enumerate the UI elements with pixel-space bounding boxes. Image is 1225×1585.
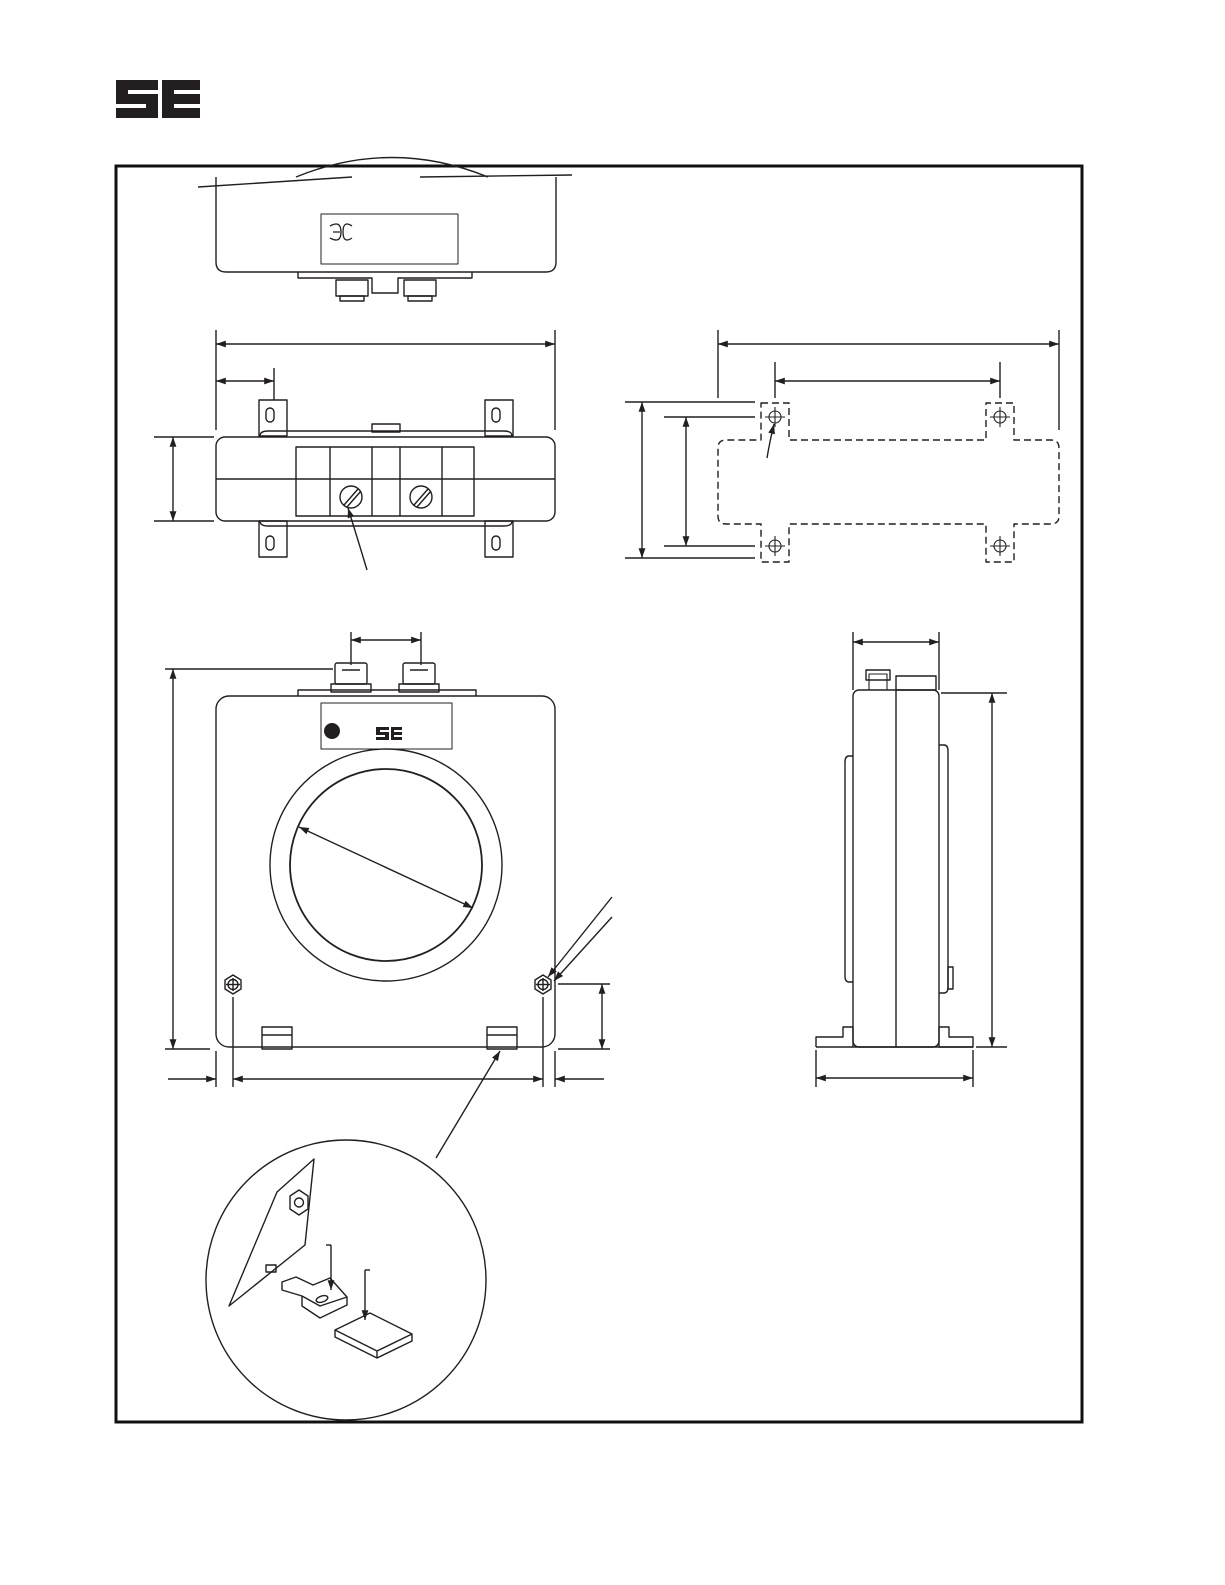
top-nameplate: [321, 214, 458, 264]
detail-hex-nut: [290, 1190, 308, 1215]
front-terminal-left: [335, 663, 367, 684]
front-foot-right: [487, 1027, 517, 1049]
detail-cover-clip: [335, 1313, 412, 1358]
drawing-border: [116, 166, 1082, 1422]
window-inner-opening: [290, 769, 482, 961]
front-foot-left: [262, 1027, 292, 1049]
detail-circle: [206, 1140, 486, 1420]
top-view: [0, 0, 572, 301]
window-outer-ring: [270, 749, 502, 981]
terminal-side-view: [154, 330, 555, 570]
side-view: [816, 632, 1007, 1087]
front-view: [0, 0, 612, 1087]
dashed-outline: [718, 403, 1059, 562]
top-terminal-left: [336, 280, 368, 296]
top-terminal-right: [404, 280, 436, 296]
terminal-block: [296, 447, 474, 516]
front-nameplate: [321, 703, 452, 749]
company-logo: [0, 0, 200, 118]
side-foot: [816, 1027, 973, 1047]
detail-bracket: [282, 1277, 347, 1318]
mounting-bracket-detail: [206, 1051, 500, 1420]
front-mount-hole-left: [225, 975, 241, 994]
mounting-hole-pattern: [625, 330, 1059, 562]
front-mount-hole-right: [535, 975, 551, 994]
window-diameter-dim: [299, 827, 473, 908]
mounting-hole-marks: [765, 407, 1010, 556]
front-terminal-right: [403, 663, 435, 684]
